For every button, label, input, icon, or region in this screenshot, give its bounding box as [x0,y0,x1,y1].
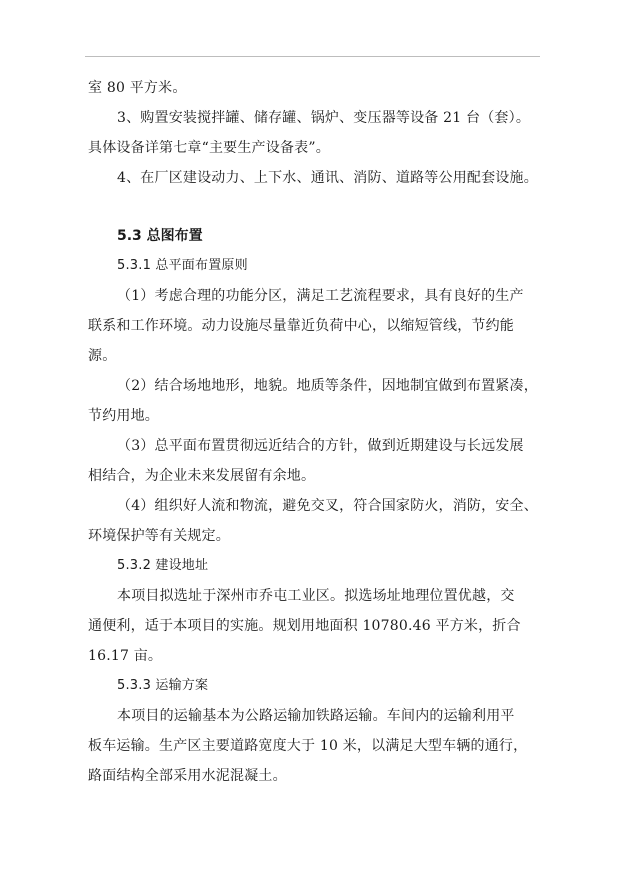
principle-2-line-1: （2）结合场地地形，地貌。地质等条件，因地制宜做到布置紧凑， [117,378,538,394]
transport-paragraph-line-3: 路面结构全部采用水泥混凝土。 [88,768,287,784]
site-paragraph-line-2: 通便利，适于本项目的实施。规划用地面积 10780.46 平方米，折合 [88,618,521,634]
principle-2-line-2: 节约用地。 [88,408,159,424]
principle-1-line-2: 联系和工作环境。动力设施尽量靠近负荷中心，以缩短管线，节约能 [88,318,514,334]
subsection-heading-5-3-1: 5.3.1 总平面布置原则 [117,258,248,273]
subsection-heading-5-3-3: 5.3.3 运输方案 [117,678,209,693]
transport-paragraph-line-1: 本项目的运输基本为公路运输加铁路运输。车间内的运输利用平 [117,708,515,724]
page-header-rule [85,56,540,57]
principle-3-line-1: （3）总平面布置贯彻远近结合的方针，做到近期建设与长远发展 [117,438,524,454]
subsection-heading-5-3-2: 5.3.2 建设地址 [117,558,209,573]
principle-1-line-3: 源。 [88,348,117,364]
principle-1-line-1: （1）考虑合理的功能分区，满足工艺流程要求，具有良好的生产 [117,288,524,304]
item-3-equipment: 3、购置安装搅拌罐、储存罐、锅炉、变压器等设备 21 台（套）。 [117,110,531,126]
item-4-utilities: 4、在厂区建设动力、上下水、通讯、消防、道路等公用配套设施。 [117,170,538,186]
principle-4-line-2: 环境保护等有关规定。 [88,528,230,544]
principle-4-line-1: （4）组织好人流和物流，避免交叉，符合国家防火，消防，安全、 [117,498,538,514]
section-heading-5-3: 5.3 总图布置 [117,228,203,244]
principle-3-line-2: 相结合，为企业未来发展留有余地。 [88,468,316,484]
transport-paragraph-line-2: 板车运输。生产区主要道路宽度大于 10 米，以满足大型车辆的通行， [88,738,528,754]
item-3-equipment-cont: 具体设备详第七章“主要生产设备表”。 [88,140,330,156]
site-paragraph-line-3: 16.17 亩。 [88,648,163,664]
site-paragraph-line-1: 本项目拟选址于深州市乔屯工业区。拟选场址地理位置优越，交 [117,588,515,604]
continued-line-room-area: 室 80 平方米。 [88,80,187,96]
